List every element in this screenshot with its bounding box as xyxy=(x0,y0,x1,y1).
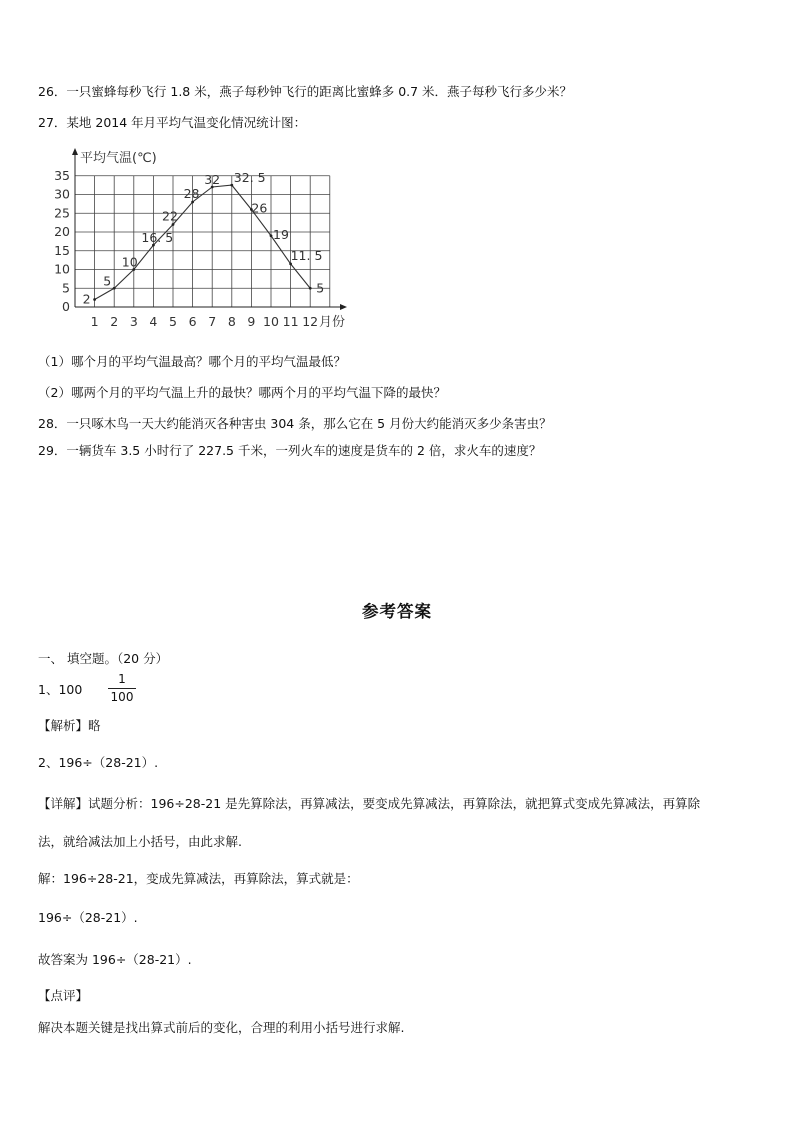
x-tick-label: 9 xyxy=(247,314,256,329)
data-label: 22 xyxy=(162,208,178,224)
x-tick-label: 4 xyxy=(149,314,158,329)
question-27: 27．某地 2014 年月平均气温变化情况统计图： xyxy=(38,115,307,130)
x-tick-label: 2 xyxy=(110,314,119,329)
answer-2-detail-line-1: 【详解】试题分析：196÷28-21 是先算除法，再算减法，要变成先算减法，再算除法，就把算式变成先算减法，再算除 xyxy=(38,796,701,811)
data-label: 19 xyxy=(273,226,289,242)
x-tick-label: 1 xyxy=(90,314,99,329)
section-1-heading: 一、 填空题。（20 分） xyxy=(38,651,169,666)
data-label: 16. 5 xyxy=(141,230,174,246)
fraction-denominator: 100 xyxy=(110,690,134,704)
y-tick-label: 0 xyxy=(62,299,70,314)
data-label: 32 xyxy=(204,172,221,187)
data-label: 10 xyxy=(121,254,138,270)
question-28: 28．一只啄木鸟一天大约能消灭各种害虫 304 条，那么它在 5 月份大约能消灭多少条害虫？ xyxy=(38,416,552,431)
answer-2: 2、196÷（28-21）. xyxy=(38,755,159,770)
data-label: 26 xyxy=(251,200,268,216)
temperature-line-chart xyxy=(38,140,368,335)
answer-2-detail-line-2: 法，就给减法加上小括号，由此求解. xyxy=(38,834,242,849)
data-point xyxy=(289,262,292,265)
data-label: 28 xyxy=(183,186,200,201)
question-29: 29．一辆货车 3.5 小时行了 227.5 千米，一列火车的速度是货车的 2 倍，求火车的速度？ xyxy=(38,443,542,458)
y-axis-arrow xyxy=(72,148,78,155)
y-tick-label: 5 xyxy=(62,280,70,296)
answer-2-expression: 196÷（28-21）. xyxy=(38,910,138,925)
fraction-numerator: 1 xyxy=(118,672,126,686)
data-label: 32. 5 xyxy=(233,170,266,186)
data-label: 5 xyxy=(103,273,112,289)
y-axis-label: 平均气温(℃) xyxy=(80,151,157,166)
y-tick-label: 35 xyxy=(54,167,70,183)
x-tick-label: 8 xyxy=(227,314,236,329)
data-point xyxy=(113,287,116,290)
x-tick-label: 12 xyxy=(302,314,319,329)
answer-2-comment-label: 【点评】 xyxy=(38,988,89,1003)
answers-title: 参考答案 xyxy=(362,602,432,621)
data-point xyxy=(191,201,194,204)
y-tick-label: 25 xyxy=(54,205,70,221)
answer-2-final: 故答案为 196÷（28-21）. xyxy=(38,952,192,967)
question-27-part-2: （2）哪两个月的平均气温上升的最快？哪两个月的平均气温下降的最快？ xyxy=(38,385,446,400)
answer-1-fraction xyxy=(108,672,136,705)
data-point xyxy=(93,298,96,301)
data-point xyxy=(309,287,312,290)
answer-2-comment: 解决本题关键是找出算式前后的变化，合理的利用小括号进行求解. xyxy=(38,1020,405,1035)
data-point xyxy=(230,184,233,187)
x-tick-label: 10 xyxy=(263,314,279,329)
data-point xyxy=(270,234,273,237)
y-tick-label: 20 xyxy=(54,224,70,239)
y-tick-label: 10 xyxy=(54,261,70,277)
x-tick-labels xyxy=(91,314,319,329)
fraction-bar xyxy=(108,688,136,689)
y-tick-label: 30 xyxy=(54,186,70,202)
data-label: 2 xyxy=(82,291,91,307)
data-label: 5 xyxy=(316,280,325,296)
x-tick-label: 5 xyxy=(169,314,177,329)
x-tick-label: 6 xyxy=(188,314,197,329)
question-26: 26．一只蜜蜂每秒飞行 1.8 米，燕子每秒钟飞行的距离比蜜蜂多 0.7 米．燕子每秒飞行多少米？ xyxy=(38,84,573,99)
data-label: 11. 5 xyxy=(290,247,323,263)
x-axis-arrow xyxy=(340,304,347,310)
x-tick-label: 7 xyxy=(208,314,217,329)
temperature-series-line xyxy=(95,185,311,299)
question-27-part-1: （1）哪个月的平均气温最高？哪个月的平均气温最低？ xyxy=(38,354,346,369)
x-axis-label: 月份 xyxy=(319,315,346,330)
data-point xyxy=(172,223,175,226)
answer-1: 1、100 xyxy=(38,682,83,697)
y-tick-labels xyxy=(54,168,70,314)
answer-1-note: 【解析】略 xyxy=(38,718,101,733)
y-tick-label: 15 xyxy=(54,242,70,258)
answer-2-solution: 解：196÷28-21，变成先算减法，再算除法，算式就是： xyxy=(38,871,359,886)
data-points xyxy=(93,184,311,301)
x-tick-label: 3 xyxy=(129,314,138,329)
x-tick-label: 11 xyxy=(282,314,299,329)
data-labels xyxy=(83,170,325,306)
